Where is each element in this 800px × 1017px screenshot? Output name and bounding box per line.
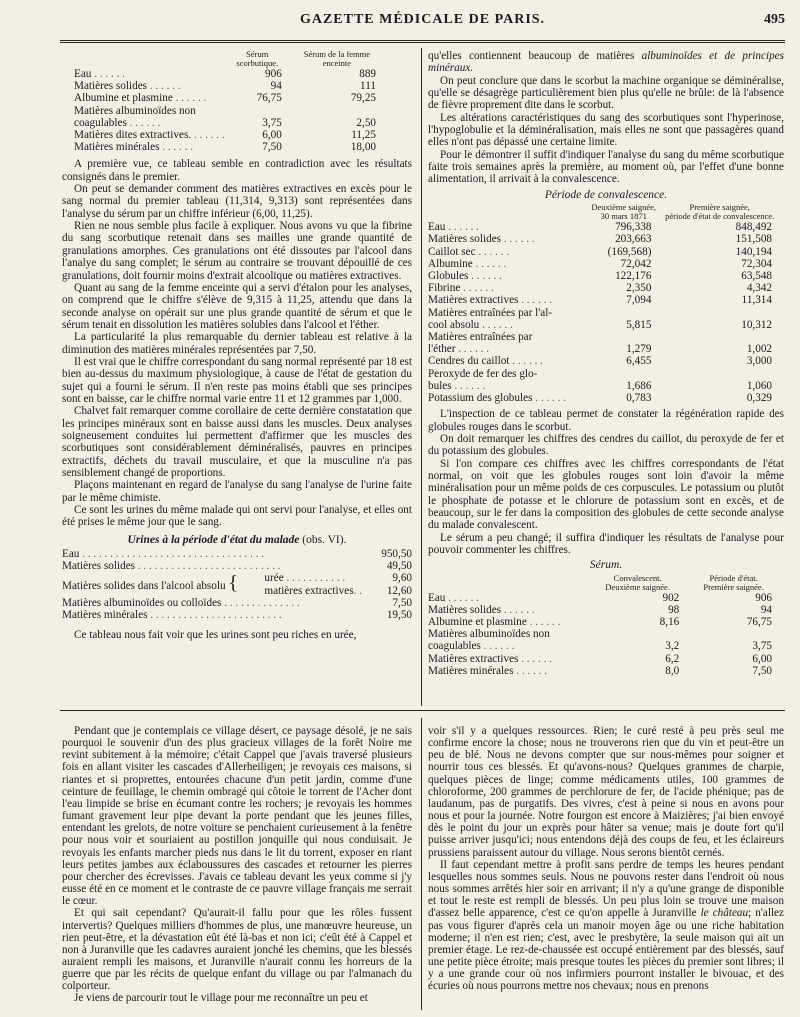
table-row [428, 592, 780, 604]
table-header: Période d'état. Première saignée. [703, 572, 764, 592]
paragraph: Il est vrai que le chiffre correspondant du sang normal représenté par 18 est bien au-dessus du maximum physiologique, à cause de l'état de gestation du sujet qui a fourni le sérum. Il n'en reste pas moins établi que ses principes sont en baisse, car le chiffre normal varie entre 11 et 12 grammes par 1,000. [62, 355, 412, 405]
paragraph: Chalvet fait remarquer comme corollaire de cette dernière constatation que les principes minéraux sont en baisse aussi dans les muscles. Deux analyses soigneusement conduites lui permettent d'affirmer que les muscles des scorbutiques sont considérablement déminéralisés, pauvres en principes extractifs, déchets du travail musculaire, et que la musculine n'a pas sensiblement changé de proportions. [62, 405, 412, 480]
paragraph: A première vue, ce tableau semble en contradiction avec les résultats consignés dans le premier. [62, 158, 412, 183]
row-value: 906 [265, 68, 282, 80]
row-label: Eau . . . . . . [428, 221, 479, 234]
table-row [428, 665, 780, 677]
row-value: 0,783 [626, 391, 652, 404]
table-row [428, 343, 780, 355]
row-value [588, 628, 687, 640]
row-value [659, 331, 780, 343]
row-label: Potassium des globules . . . . . . [428, 391, 566, 404]
row-label: Matières entraînées par [428, 330, 533, 343]
paragraph: voir s'il y a quelques ressources. Rien; le curé resté à peu près seul me confirme encore la chose; nous ne trouverons rien que du vin et peut-être un peu de blé. Nous ne devons compter que sur nous-mêmes pour soigner et nourrir tous ces blessés. Et qu'avons-nous? Quelques grammes de charpie, quelques pièces de linge; comme médicaments utiles, 100 grammes de chloroforme, 200 grammes de perchlorure de fer, de l'acide phénique; pas de laudanum, pas de purgatifs. Des vivres, c'est à peine si nous en avons pour nous et pour la journée. Notre fourgon est encore à Maizières; j'ai bien envoyé dès le point du jour un exprès pour hâter sa venue; mais je doute fort qu'il puisse arriver jusqu'ici; nous entendons déjà des coups de feu, et les éclaireurs prussiens paraissent autour du village. Nous serons bientôt cernés. [428, 725, 784, 859]
row-value: 1,060 [746, 379, 772, 392]
paragraph: Rien ne nous semble plus facile à expliquer. Nous avons vu que la fibrine du sang scorbutique retenait dans ses mailles une grande quantité de granulations amorphes. Ces granulations ont été dissoutes par l'alcool dans l'analye du sang complet; le sérum au contraire se trouvant dépouillé de ces granulations, doit fournir moins d'extrait alcoolique ou matières extractives. [62, 220, 412, 282]
table-row [428, 653, 780, 665]
paragraph: On peut se demander comment des matières extractives en excès pour le sang normal du premier tableau (11,314, 9,313) sont représentées dans l'analyse du sérum par un chiffre inférieur (6,00, 11,25). [62, 183, 412, 220]
table-header: Sérum de la femme enceinte [303, 49, 371, 68]
convalescence-table [428, 203, 780, 404]
table-row [428, 392, 780, 404]
row-value: 3,75 [752, 640, 772, 653]
paragraph: Les altérations caractéristiques du sang des scorbutiques sont l'hyperinose, l'hypoglobulie et la déminéralisation, mais elles ne sont que passagères quand elles n'ont pas dépassé une certaine limite. [428, 111, 784, 149]
table-row: matières extractives. . 12,60 [264, 584, 412, 597]
row-value: 6,2 [665, 652, 680, 665]
row-value: 5,815 [626, 318, 652, 331]
row-value [588, 307, 659, 319]
row-value: 72,304 [741, 257, 772, 270]
row-label: Matières solides . . . . . . [428, 233, 535, 246]
paragraph: On peut conclure que dans le scorbut la machine organique se déminéralise, qu'elle se désagrège particulièrement bien plus qu'elle ne brûle: de là l'absence de fièvre proprement dite dans le scorbut. [428, 74, 784, 112]
row-value: 6,00 [262, 129, 282, 142]
serum-table-2 [428, 574, 780, 677]
table-row [428, 221, 780, 233]
table-row [428, 355, 780, 367]
row-label: Albumine et plasmine . . . . . . [428, 616, 561, 629]
row-value: 1,279 [626, 343, 652, 356]
row-value: 76,75 [256, 92, 282, 105]
row-value: 151,508 [735, 233, 772, 246]
table-row [74, 117, 384, 129]
row-value: 4,342 [746, 282, 772, 295]
row-value: 2,350 [626, 282, 652, 295]
row-value: 94 [760, 603, 772, 616]
row-value: (169,568) [607, 245, 652, 258]
right-column [428, 50, 784, 677]
table-row [428, 270, 780, 282]
row-value: 76,75 [746, 616, 772, 629]
feuilleton-rule [60, 710, 785, 711]
row-label: Fibrine . . . . . . [428, 282, 494, 295]
left-column [62, 50, 412, 642]
row-value: 902 [662, 591, 680, 604]
row-value: 203,663 [615, 233, 652, 246]
paragraph: Ce tableau nous fait voir que les urines sont peu riches en urée, [74, 629, 357, 642]
row-value: 889 [359, 68, 376, 80]
row-value: 94 [270, 80, 282, 93]
row-value: 6,00 [752, 652, 772, 665]
paragraph: On doit remarquer les chiffres des cendres du caillot, du peroxyde de fer et du potassium des globules. [428, 432, 784, 458]
table-row [428, 307, 780, 319]
row-label: Globules . . . . . . [428, 269, 502, 282]
feuilleton-divider [421, 718, 422, 1010]
row-value: 63,548 [741, 269, 772, 282]
row-value: 10,312 [741, 318, 772, 331]
row-value: 7,50 [752, 664, 772, 677]
row-label: Matières extractives . . . . . . [428, 294, 552, 307]
table-header: Convalescent. Deuxième saignée. [605, 572, 670, 592]
row-value: 11,25 [351, 129, 376, 142]
row-value: 8,0 [665, 664, 680, 677]
paragraph: Et qui sait cependant? Qu'aurait-il fallu pour que les rôles fussent intervertis? Quelques milliers d'hommes de plus, une manœuvre heureuse, un rien peut-être, et la dévastation eût été là-bas et non ici; c'eût été à Cappel et non à Juranville que les cadavres auraient jonché les chemins, que les blessés auraient rempli les maisons, et Juranville n'aurait connu les horreurs de la guerre que par les récits de quelque enfant du village ou par l'almanach du colporteur. [62, 907, 412, 993]
table-row: Matières albuminoïdes ou colloïdes . . . . . . . . . . . . . . 7,50 [62, 596, 412, 609]
table-row [428, 258, 780, 270]
row-label: Albumine . . . . . . [428, 257, 507, 270]
row-value [290, 105, 384, 117]
row-value: 111 [360, 80, 376, 93]
row-value: 72,042 [620, 257, 652, 270]
row-value: 7,094 [626, 294, 652, 307]
row-label: Matières solides . . . . . . [74, 80, 181, 93]
row-value: 8,16 [659, 616, 680, 629]
row-value: 98 [668, 603, 680, 616]
feuilleton-left [62, 725, 412, 1005]
table-row [74, 68, 384, 80]
row-value: 796,338 [615, 221, 652, 234]
row-value [659, 368, 780, 380]
paragraph: Quant au sang de la femme enceinte qui a servi d'étalon pour les analyses, on comprend que le chiffre s'élève de 9,315 à 11,25, attendu que dans la seconde analyse on opérait sur une plus grande quantité de sérum et que le sérum tenait en dissolution les matières solubles dans l'alcool et l'éther. [62, 281, 412, 331]
table-header: Première saignée, période d'état de convalescence. [665, 202, 775, 222]
table-row: Matières solides . . . . . . . . . . . . . . . . . . . . . . . . . . 49,50 [62, 560, 412, 573]
row-label: Matières minérales . . . . . . [74, 141, 193, 154]
table-row [428, 246, 780, 258]
table-caption: Sérum. [589, 559, 623, 572]
table-row [428, 233, 780, 245]
row-label: Matières minérales . . . . . . [428, 664, 547, 677]
table-row [428, 380, 780, 392]
row-label: Caillot sec . . . . . . [428, 245, 510, 258]
table-row [428, 331, 780, 343]
table-row [428, 282, 780, 294]
row-label: Matières solides . . . . . . [428, 603, 535, 616]
table-row [74, 105, 384, 117]
paragraph: Pour le démontrer il suffit d'indiquer l'analyse du sang du même scorbutique faite trois semaines après la première, au moment où, par l'effet d'une bonne alimentation, il arrivait à la convalescence. [428, 148, 784, 186]
row-label: Matières albuminoïdes non [74, 104, 196, 117]
table-caption: Période de convalescence. [544, 188, 668, 201]
paragraph: Plaçons maintenant en regard de l'analyse du sang l'analyse de l'urine faite par le même chimiste. [62, 479, 412, 504]
table-row [428, 319, 780, 331]
row-value: 3,75 [262, 116, 282, 129]
feuilleton-right [428, 725, 784, 992]
table-row [428, 604, 780, 616]
row-label: Eau . . . . . . [74, 68, 125, 80]
table-row [74, 129, 384, 141]
row-value: 1,002 [746, 343, 772, 356]
table-row [428, 616, 780, 628]
paragraph: Si l'on compare ces chiffres avec les chiffres correspondants de l'état normal, on voit que les globules rouges sont loin d'avoir la même minéralisation pour un même poids de ces corpuscules. Le potassium ou plutôt le phosphate de potasse et le chlorure de potassium sont en excès, et de beaucoup, sur le fer dans la composition des globules de cette seconde analyse du malade convalescent. [428, 457, 784, 532]
row-label: coagulables . . . . . . [74, 116, 161, 129]
paragraph: Je viens de parcourir tout le village pour me reconnaître un peu et [74, 992, 368, 1005]
row-label: Matières extractives . . . . . . [428, 652, 552, 665]
table-row [428, 640, 780, 652]
row-value: 18,00 [350, 141, 376, 154]
table-header: Sérum scorbutique. [236, 49, 279, 68]
table-row: Matières minérales . . . . . . . . . . . . . . . . . . . . . . . . 19,50 [62, 609, 412, 622]
table-row: Matières solides dans l'alcool absolu { urée . . . . . . . . . . . 9,60 [62, 572, 412, 595]
running-title: GAZETTE MÉDICALE DE PARIS. [299, 12, 546, 27]
table-header: Deuxième saignée, 30 mars 1871 [591, 202, 657, 222]
row-value: 0,329 [746, 391, 772, 404]
paragraph: L'inspection de ce tableau permet de constater la régénération rapide des globules rouges dans le scorbut. [428, 408, 784, 433]
row-value: 1,686 [626, 379, 652, 392]
row-label: l'éther . . . . . . [428, 343, 490, 356]
row-value: 906 [755, 591, 772, 604]
row-value [687, 628, 780, 640]
row-value: 6,455 [626, 355, 652, 368]
row-label: Albumine et plasmine . . . . . . [74, 92, 207, 105]
row-label: Matières dites extractives. . . . . . . [74, 129, 225, 142]
page-number: 495 [764, 12, 785, 27]
row-value [588, 368, 659, 380]
row-label: Matières albuminoïdes non [428, 628, 550, 641]
row-label: bules . . . . . . [428, 379, 486, 392]
row-value [588, 331, 659, 343]
serum-table-1 [74, 50, 384, 153]
row-label: Peroxyde de fer des glo- [428, 367, 538, 380]
row-value [225, 105, 290, 117]
paragraph: Ce sont les urines du même malade qui ont servi pour l'analyse, et elles ont été prises le même jour que le sang. [62, 504, 412, 529]
row-label: Cendres du caillot . . . . . . [428, 355, 543, 368]
paragraph: Pendant que je contemplais ce village désert, ce paysage désolé, je ne sais pourquoi le souvenir d'un des plus gracieux villages de la forêt Noire me revint subitement à la mémoire; c'était Cappel que j'avais traversé plusieurs fois en allant visiter les cascades d'Allerheiligen; je revoyais ces maisons, si riantes et si proprettes, entourées chacune d'un petit jardin, comme d'une ceinture de feuillage, le chemin ombragé qui côtoie le torrent de l'Acher dont l'eau limpide se brise en écumant contre les rochers; je revoyais les hommes fumant gravement leur pipe devant la porte pendant que les jeunes filles, entendant les grelots, de notre voiture se penchaient curieusement à la fenêtre pour nous voir et souriaient au postillon jonquille qui nous conduisait. Je revoyais les enfants marcher pieds nus dans le lit du torrent, exposer en riant leurs petites jambes aux éclaboussures des cascades et retourner les pierres pour chercher des écrevisses. J'avais ce tableau devant les yeux comme si j'y eusse été en ce moment et le contraste de ce pauvre village français me serrait le cœur. [62, 725, 412, 908]
table-row [428, 368, 780, 380]
table-row [74, 92, 384, 104]
table-row: Eau . . . . . . . . . . . . . . . . . . . . . . . . . . . . . . . . . 950,50 [62, 548, 412, 561]
paragraph: qu'elles contiennent beaucoup de matières albuminoïdes et de principes minéraux. [428, 50, 784, 75]
row-label: Eau . . . . . . [428, 591, 479, 604]
table-row [428, 294, 780, 306]
row-value: 3,2 [665, 640, 680, 653]
row-value: 79,25 [350, 92, 376, 105]
paragraph: Le sérum a peu changé; il suffira d'indiquer les résultats de l'analyse pour pouvoir commenter les chiffres. [428, 531, 784, 556]
header-rule [60, 40, 785, 43]
row-value: 122,176 [615, 269, 652, 282]
table-row [74, 80, 384, 92]
table-row [428, 628, 780, 640]
row-value: 848,492 [735, 221, 772, 234]
page-header [60, 10, 785, 40]
row-label: coagulables . . . . . . [428, 640, 515, 653]
column-divider [421, 48, 422, 706]
urine-table [62, 548, 412, 621]
row-label: cool absolu . . . . . . [428, 318, 513, 331]
table-row [74, 141, 384, 153]
row-value: 7,50 [262, 141, 282, 154]
row-value: 3,000 [746, 355, 772, 368]
paragraph: Il faut cependant mettre à profit sans perdre de temps les heures pendant lesquelles nous sommes seuls. Nous ne pouvons rester dans l'endroit où nous nous sommes arrêtés hier soir en arrivant; il n'y a qu'une grange de disponible et tout le reste est rempli de blessés. Un peu plus loin se trouve une maison d'assez belle apparence, c'est ce qu'on appelle à Juranville le château; n'allez pas vous figurer d'après cela un manoir moyen âge ou une riche habitation moderne; il n'en est rien; c'est, avec le presbytère, la seule maison qui ait un premier étage. Le rez-de-chaussée est occupé entièrement par des blessés, sauf une petite pièce étroite; mais presque toutes les pièces du premier sont libres; il y a une grande cour où nos infirmiers pourront installer le bivouac, et des écuries où nous pourrons mettre nos chevaux; nous en prenons [428, 858, 784, 993]
row-value: 2,50 [356, 116, 376, 129]
table-caption: Urines à la période d'état du malade (obs. VI). [127, 533, 347, 546]
row-label: Matières entraînées par l'al- [428, 306, 553, 319]
row-value: 140,194 [735, 245, 772, 258]
row-value: 11,314 [741, 294, 772, 307]
paragraph: La particularité la plus remarquable du dernier tableau est relative à la diminution des matières minérales représentées par 7,50. [62, 331, 412, 356]
row-value [659, 307, 780, 319]
